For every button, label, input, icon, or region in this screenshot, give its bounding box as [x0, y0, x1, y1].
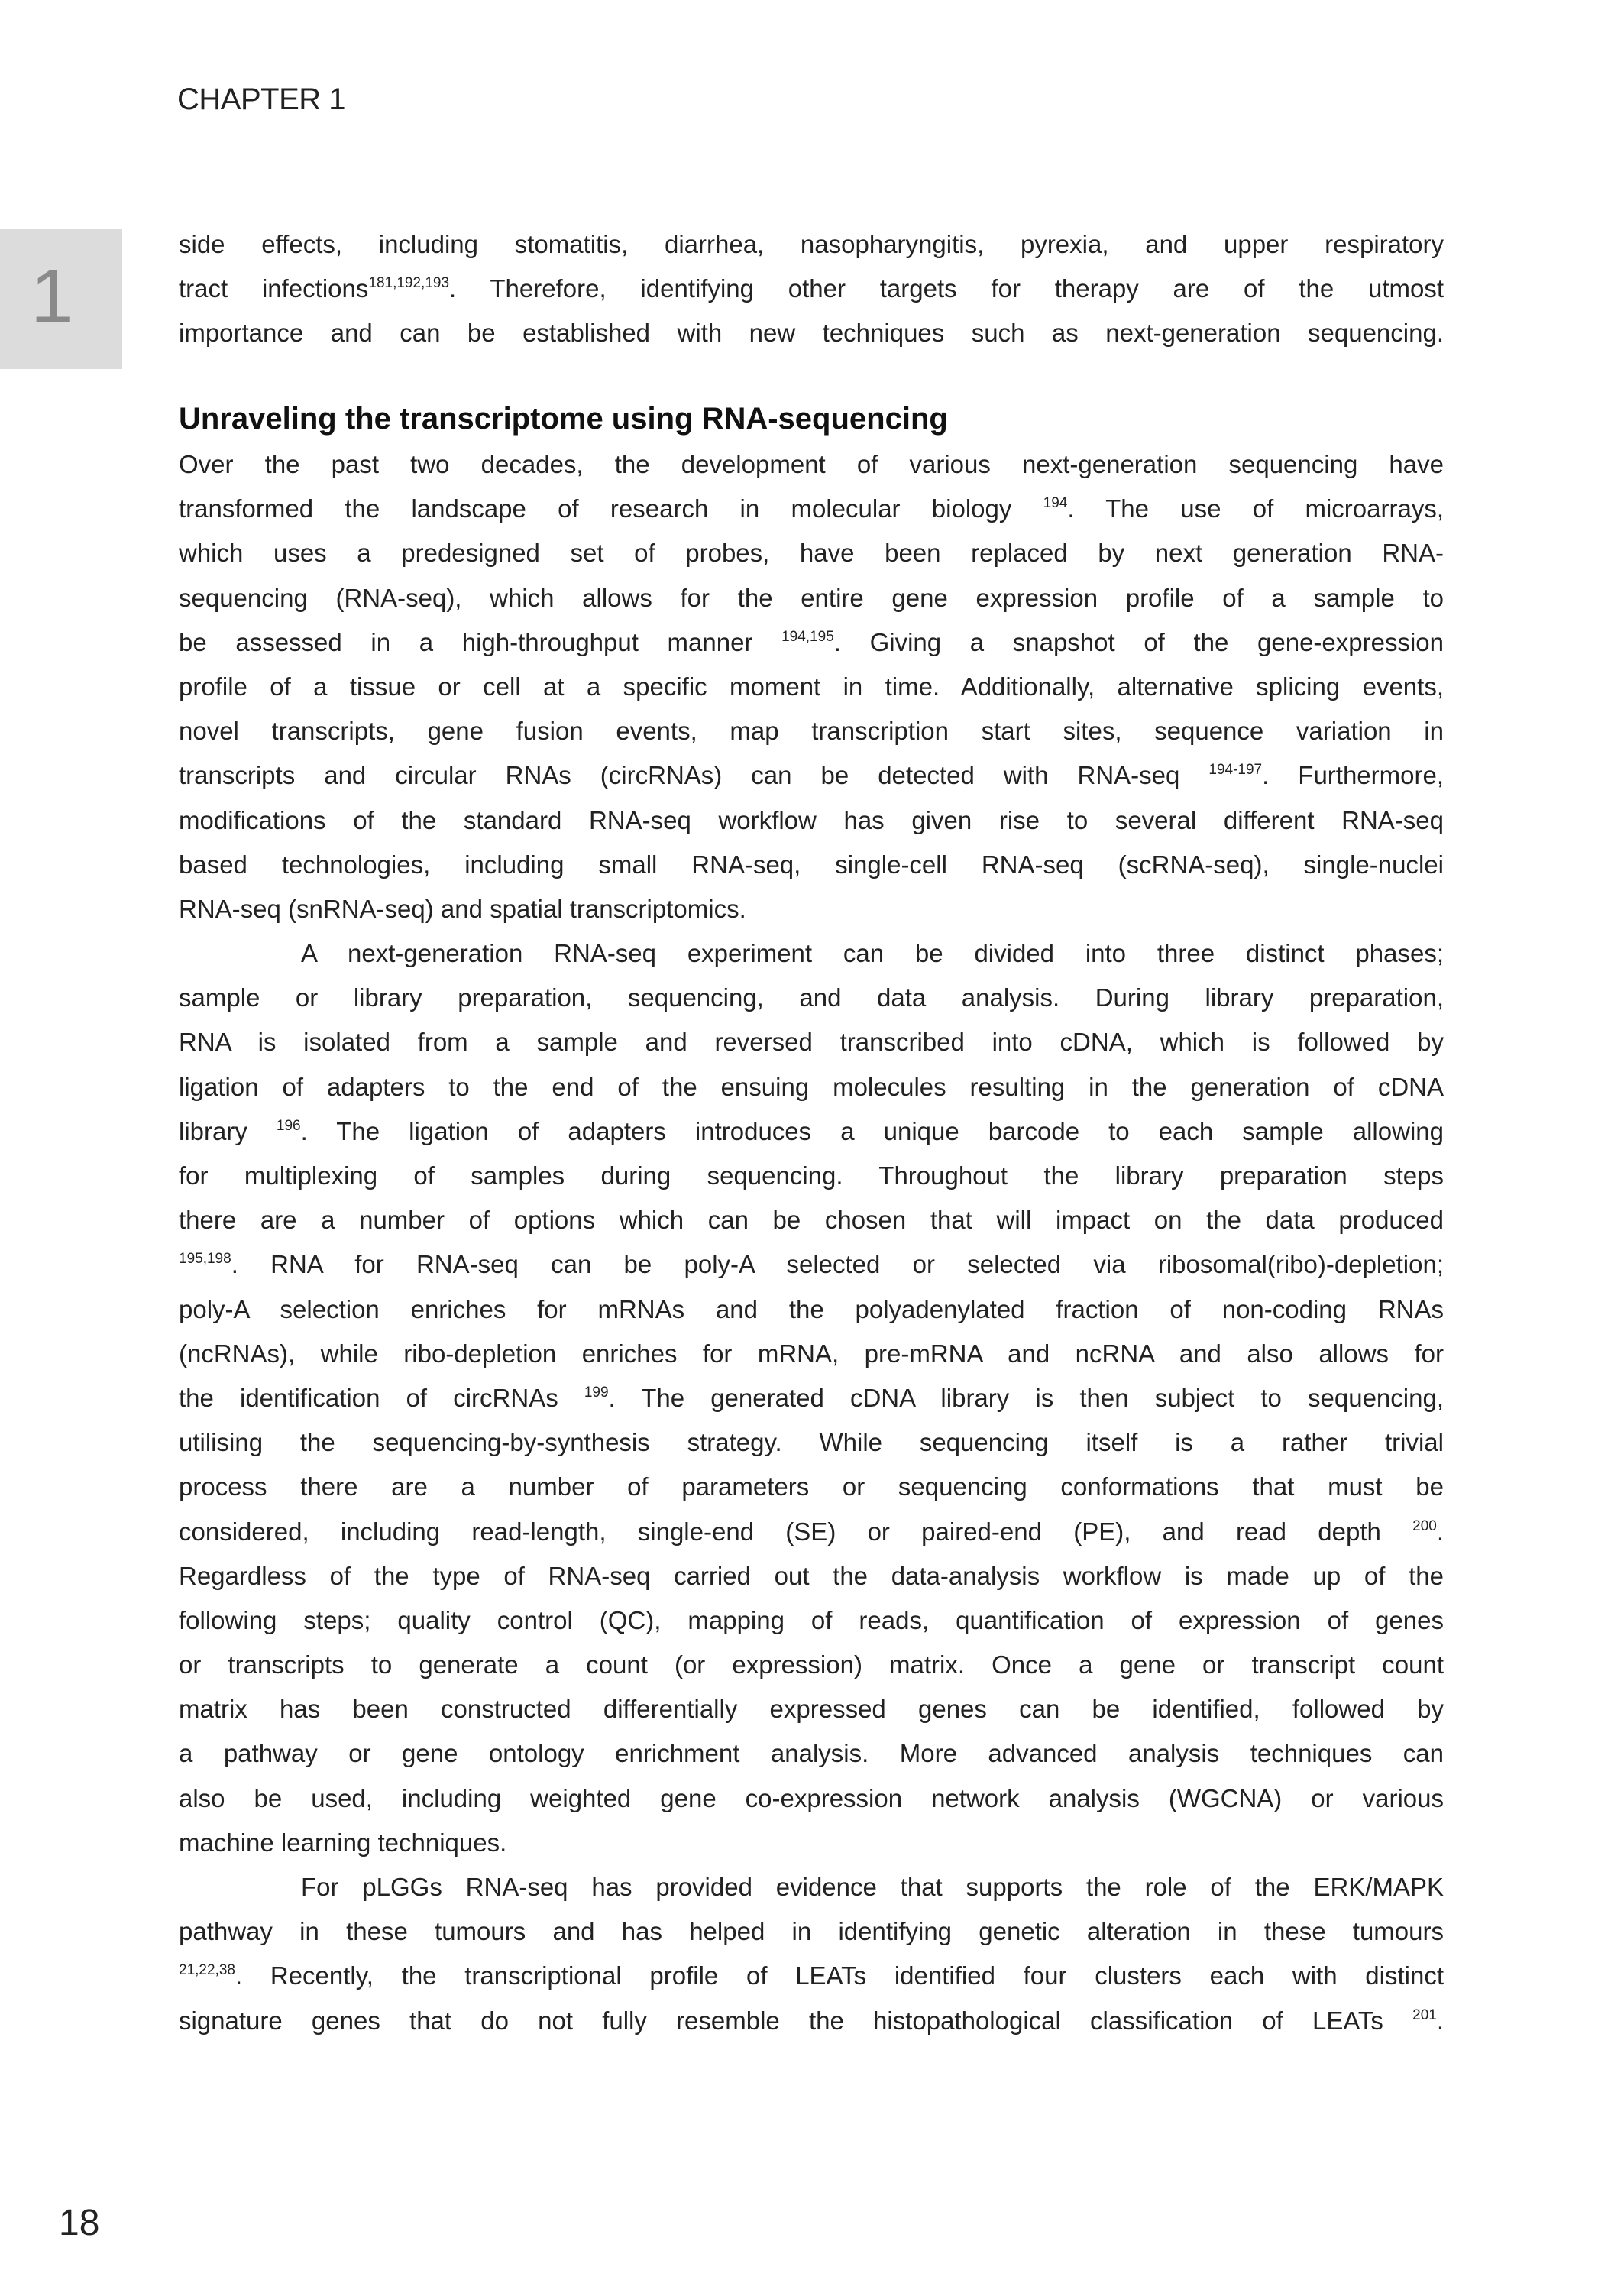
text-line: library $^{196}$. The ligation of adapters introduces a unique barcode to each sample allowing: [179, 1116, 1444, 1145]
citation-superscript: 201: [1412, 2006, 1437, 2023]
text-line: transformed the landscape of research in molecular biology $^{194}$. The use of microarrays,: [179, 494, 1444, 523]
chapter-tab-number: 1: [31, 254, 73, 339]
citation-superscript: 199: [584, 1384, 609, 1401]
text-line: (ncRNAs), while ribo-depletion enriches for mRNA, pre-mRNA and ncRNA and also allows for: [179, 1339, 1444, 1368]
paragraph: [179, 1865, 1444, 2043]
text-line: process there are a number of parameters or sequencing conformations that must be: [179, 1472, 1444, 1501]
text-line: A next-generation RNA-seq experiment can be divided into three distinct phases;: [301, 939, 1444, 968]
text-line: ligation of adapters to the end of the ensuing molecules resulting in the generation of cDNA: [179, 1072, 1444, 1101]
text-line: $^{21,22,38}$. Recently, the transcriptional profile of LEATs identified four clusters each with distinct: [179, 1961, 1444, 1990]
text-line: Over the past two decades, the development of various next-generation sequencing have: [179, 450, 1444, 478]
paragraph: [179, 931, 1444, 1865]
text-line: RNA-seq (snRNA-seq) and spatial transcriptomics.: [179, 894, 746, 923]
text-line: sample or library preparation, sequencing, and data analysis. During library preparation,: [179, 983, 1444, 1012]
text-line: the identification of circRNAs $^{199}$. The generated cDNA library is then subject to sequencing,: [179, 1383, 1444, 1412]
text-line: profile of a tissue or cell at a specific moment in time. Additionally, alternative splicing events,: [179, 672, 1444, 701]
text-line: utilising the sequencing-by-synthesis strategy. While sequencing itself is a rather trivial: [179, 1428, 1444, 1457]
citation-superscript: 200: [1412, 1517, 1437, 1534]
text-line: there are a number of options which can be chosen that will impact on the data produced: [179, 1206, 1444, 1235]
citation-superscript: 194-197: [1208, 762, 1263, 779]
citation-superscript: 194,195: [781, 628, 834, 645]
text-line: machine learning techniques.: [179, 1828, 507, 1857]
citation-superscript: 194: [1043, 495, 1068, 512]
text-line: $^{195,198}$. RNA for RNA-seq can be poly-A selected or selected via ribosomal(ribo)-depletion;: [179, 1250, 1444, 1279]
text-line: pathway in these tumours and has helped in identifying genetic alteration in these tumours: [179, 1917, 1444, 1946]
text-line: based technologies, including small RNA-seq, single-cell RNA-seq (scRNA-seq), single-nuclei: [179, 850, 1444, 879]
paragraph: [179, 442, 1444, 931]
citation-superscript: 195,198: [179, 1251, 231, 1268]
chapter-tab: [0, 229, 122, 369]
intro-paragraph: [179, 222, 1444, 356]
text-line: Regardless of the type of RNA-seq carried out the data-analysis workflow is made up of the: [179, 1561, 1444, 1590]
text-line: RNA is isolated from a sample and reversed transcribed into cDNA, which is followed by: [179, 1028, 1444, 1057]
text-line: also be used, including weighted gene co-expression network analysis (WGCNA) or various: [179, 1783, 1444, 1812]
running-head: CHAPTER 1: [177, 83, 345, 116]
citation-superscript: 181,192,193: [368, 275, 450, 292]
page-number: 18: [59, 2203, 100, 2243]
text-line: tract infections$^{181,192,193}$. Therefore, identifying other targets for therapy are of the utmost: [179, 274, 1444, 303]
text-line: transcripts and circular RNAs (circRNAs) can be detected with RNA-seq $^{194-197}$. Furthermore,: [179, 761, 1444, 790]
text-line: considered, including read-length, single-end (SE) or paired-end (PE), and read depth $^{200}$.: [179, 1517, 1444, 1546]
text-line: a pathway or gene ontology enrichment analysis. More advanced analysis techniques can: [179, 1739, 1444, 1768]
text-line: importance and can be established with new techniques such as next-generation sequencing.: [179, 319, 1444, 348]
body-text: [179, 442, 1444, 2043]
text-line: novel transcripts, gene fusion events, map transcription start sites, sequence variation in: [179, 717, 1444, 746]
text-line: matrix has been constructed differentially expressed genes can be identified, followed by: [179, 1695, 1444, 1724]
section-heading: Unraveling the transcriptome using RNA-sequencing: [179, 402, 948, 436]
text-line: be assessed in a high-throughput manner $^{194,195}$. Giving a snapshot of the gene-expression: [179, 627, 1444, 656]
text-line: following steps; quality control (QC), mapping of reads, quantification of expression of genes: [179, 1605, 1444, 1634]
text-line: For pLGGs RNA-seq has provided evidence that supports the role of the ERK/MAPK: [301, 1873, 1444, 1901]
citation-superscript: 21,22,38: [179, 1962, 235, 1979]
text-line: which uses a predesigned set of probes, have been replaced by next generation RNA-: [179, 539, 1444, 568]
text-line: or transcripts to generate a count (or expression) matrix. Once a gene or transcript count: [179, 1650, 1444, 1679]
citation-superscript: 196: [276, 1117, 301, 1134]
text-line: poly-A selection enriches for mRNAs and the polyadenylated fraction of non-coding RNAs: [179, 1294, 1444, 1323]
text-line: for multiplexing of samples during sequencing. Throughout the library preparation steps: [179, 1161, 1444, 1190]
text-line: modifications of the standard RNA-seq workflow has given rise to several different RNA-seq: [179, 805, 1444, 834]
text-line: signature genes that do not fully resemble the histopathological classification of LEATs $^{201}$.: [179, 2006, 1444, 2035]
text-line: sequencing (RNA-seq), which allows for the entire gene expression profile of a sample to: [179, 583, 1444, 612]
text-line: side effects, including stomatitis, diarrhea, nasopharyngitis, pyrexia, and upper respiratory: [179, 230, 1444, 258]
